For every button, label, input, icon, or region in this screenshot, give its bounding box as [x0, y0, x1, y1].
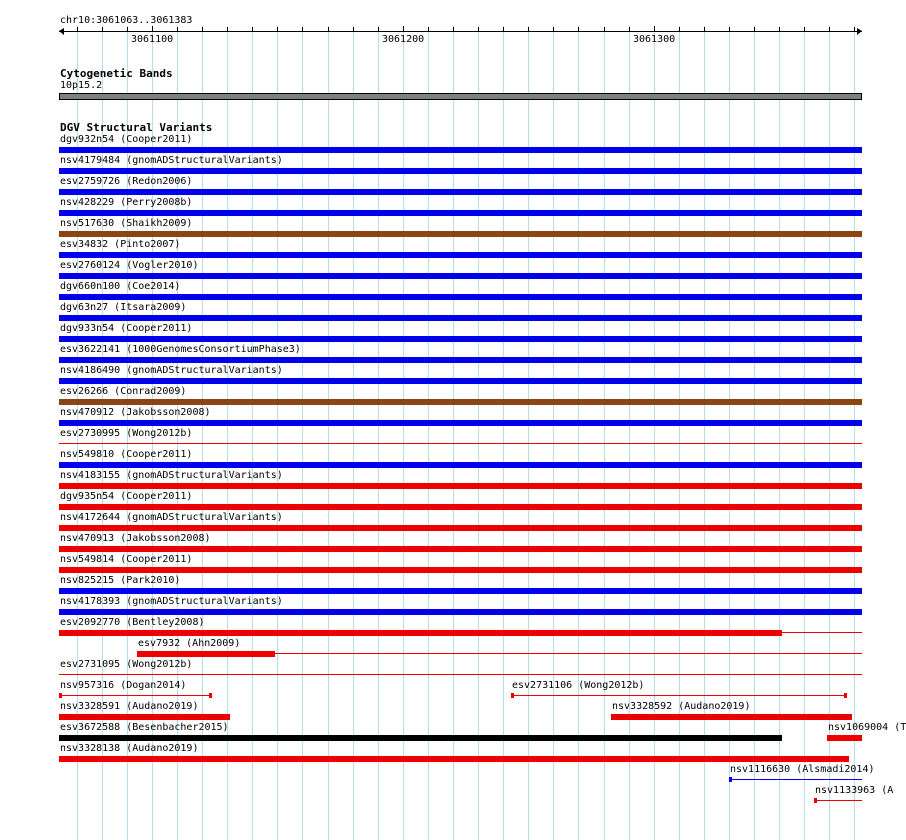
dgv-feature-label: dgv63n27 (Itsara2009) [60, 302, 187, 313]
ruler-minor-tick [177, 27, 178, 31]
dgv-feature-bar[interactable] [59, 504, 862, 510]
dgv-feature-bar[interactable] [59, 546, 862, 552]
dgv-feature-bar[interactable] [59, 735, 782, 741]
cytoband-track-title: Cytogenetic Bands [60, 67, 173, 80]
ruler-minor-tick [829, 27, 830, 31]
ruler-minor-tick [629, 27, 630, 31]
ruler-minor-tick [729, 27, 730, 31]
dgv-feature-bar[interactable] [59, 210, 862, 216]
dgv-feature-bar[interactable] [59, 695, 212, 696]
dgv-feature-label: dgv933n54 (Cooper2011) [60, 323, 193, 334]
dgv-feature-bar[interactable] [59, 609, 862, 615]
dgv-feature-label: nsv825215 (Park2010) [60, 575, 181, 586]
dgv-feature-bar[interactable] [729, 779, 862, 780]
dgv-feature-bar[interactable] [59, 168, 862, 174]
dgv-feature-label: nsv3328138 (Audano2019) [60, 743, 199, 754]
dgv-feature-bar[interactable] [59, 420, 862, 426]
dgv-feature-label: nsv549814 (Cooper2011) [60, 554, 193, 565]
dgv-feature-label: nsv549810 (Cooper2011) [60, 449, 193, 460]
dgv-feature-label: nsv517630 (Shaikh2009) [60, 218, 193, 229]
dgv-feature-bar[interactable] [59, 462, 862, 468]
dgv-feature-bar[interactable] [59, 443, 862, 444]
dgv-feature-label: nsv1069004 (T [828, 722, 906, 733]
ruler-minor-tick [679, 27, 680, 31]
ruler-minor-tick [604, 27, 605, 31]
ruler-minor-tick [528, 27, 529, 31]
dgv-feature-bar[interactable] [59, 357, 862, 363]
dgv-feature-label: nsv4183155 (gnomADStructuralVariants) [60, 470, 283, 481]
dgv-feature-bar[interactable] [59, 378, 862, 384]
dgv-feature-cap[interactable] [729, 777, 732, 782]
ruler-minor-tick [754, 27, 755, 31]
dgv-feature-label: nsv4178393 (gnomADStructuralVariants) [60, 596, 283, 607]
dgv-feature-bar[interactable] [59, 231, 862, 237]
ruler-minor-tick [227, 27, 228, 31]
dgv-feature-bar[interactable] [59, 567, 862, 573]
cytoband-bar[interactable] [59, 93, 862, 100]
dgv-feature-cap[interactable] [209, 693, 212, 698]
dgv-feature-cap[interactable] [59, 693, 62, 698]
dgv-feature-label: esv3672588 (Besenbacher2015) [60, 722, 229, 733]
ruler-right-arrow-icon [857, 28, 862, 35]
dgv-feature-label: nsv1116630 (Alsmadi2014) [730, 764, 875, 775]
ruler-minor-tick [503, 27, 504, 31]
dgv-feature-label: esv3622141 (1000GenomesConsortiumPhase3) [60, 344, 301, 355]
dgv-feature-bar[interactable] [59, 630, 782, 636]
ruler-major-tick [654, 26, 655, 32]
ruler-minor-tick [779, 27, 780, 31]
dgv-feature-connector[interactable] [782, 632, 862, 633]
dgv-feature-label: nsv428229 (Perry2008b) [60, 197, 193, 208]
dgv-feature-label: nsv4186490 (gnomADStructuralVariants) [60, 365, 283, 376]
dgv-feature-cap[interactable] [844, 693, 847, 698]
dgv-feature-connector[interactable] [275, 653, 862, 654]
ruler-major-tick [152, 26, 153, 32]
dgv-feature-bar[interactable] [59, 674, 862, 675]
dgv-feature-label: esv7932 (Ahn2009) [138, 638, 241, 649]
ruler-minor-tick [102, 27, 103, 31]
dgv-feature-bar[interactable] [59, 483, 862, 489]
ruler-minor-tick [277, 27, 278, 31]
dgv-feature-bar[interactable] [511, 695, 847, 696]
ruler-minor-tick [854, 27, 855, 31]
dgv-feature-bar[interactable] [59, 147, 862, 153]
ruler-minor-tick [252, 27, 253, 31]
dgv-track-title: DGV Structural Variants [60, 121, 213, 134]
location-label: chr10:3061063..3061383 [60, 15, 193, 26]
dgv-feature-label: nsv470913 (Jakobsson2008) [60, 533, 211, 544]
dgv-feature-bar[interactable] [59, 588, 862, 594]
dgv-feature-label: nsv4179484 (gnomADStructuralVariants) [60, 155, 283, 166]
ruler-minor-tick [478, 27, 479, 31]
dgv-feature-bar[interactable] [59, 252, 862, 258]
dgv-feature-label: nsv957316 (Dogan2014) [60, 680, 187, 691]
dgv-feature-label: esv2731106 (Wong2012b) [512, 680, 645, 691]
dgv-feature-cap[interactable] [511, 693, 514, 698]
dgv-feature-bar[interactable] [59, 336, 862, 342]
dgv-feature-label: nsv3328592 (Audano2019) [612, 701, 751, 712]
dgv-feature-label: esv2760124 (Vogler2010) [60, 260, 199, 271]
dgv-feature-cap[interactable] [814, 798, 817, 803]
dgv-feature-label: esv26266 (Conrad2009) [60, 386, 187, 397]
dgv-feature-bar[interactable] [59, 189, 862, 195]
ruler-major-tick [403, 26, 404, 32]
ruler-minor-tick [353, 27, 354, 31]
ruler-minor-tick [77, 27, 78, 31]
dgv-feature-label: nsv3328591 (Audano2019) [60, 701, 199, 712]
dgv-feature-label: nsv470912 (Jakobsson2008) [60, 407, 211, 418]
dgv-feature-bar[interactable] [59, 525, 862, 531]
ruler-minor-tick [202, 27, 203, 31]
ruler-minor-tick [578, 27, 579, 31]
ruler-axis [59, 31, 862, 32]
ruler-tick-label: 3061100 [131, 34, 174, 45]
dgv-feature-bar[interactable] [137, 651, 275, 657]
dgv-feature-bar[interactable] [59, 315, 862, 321]
dgv-feature-label: esv2092770 (Bentley2008) [60, 617, 205, 628]
ruler-minor-tick [704, 27, 705, 31]
dgv-feature-label: esv2759726 (Redon2006) [60, 176, 193, 187]
ruler-tick-label: 3061200 [382, 34, 425, 45]
dgv-feature-bar[interactable] [814, 800, 862, 801]
dgv-feature-label: nsv4172644 (gnomADStructuralVariants) [60, 512, 283, 523]
dgv-feature-bar[interactable] [611, 714, 852, 720]
ruler-minor-tick [328, 27, 329, 31]
dgv-feature-label: esv2730995 (Wong2012b) [60, 428, 193, 439]
dgv-feature-label: esv34832 (Pinto2007) [60, 239, 181, 250]
dgv-feature-bar[interactable] [59, 294, 862, 300]
ruler-minor-tick [127, 27, 128, 31]
dgv-feature-label: dgv935n54 (Cooper2011) [60, 491, 193, 502]
cytoband-label: 10p15.2 [60, 80, 103, 91]
ruler-minor-tick [553, 27, 554, 31]
dgv-feature-bar[interactable] [59, 273, 862, 279]
ruler-minor-tick [428, 27, 429, 31]
ruler-minor-tick [302, 27, 303, 31]
dgv-feature-bar[interactable] [59, 756, 849, 762]
ruler-minor-tick [804, 27, 805, 31]
ruler-tick-label: 3061300 [633, 34, 676, 45]
ruler-left-arrow-icon [59, 28, 64, 35]
dgv-feature-label: dgv932n54 (Cooper2011) [60, 134, 193, 145]
dgv-feature-label: esv2731095 (Wong2012b) [60, 659, 193, 670]
ruler-minor-tick [378, 27, 379, 31]
dgv-feature-bar[interactable] [59, 399, 862, 405]
dgv-feature-label: nsv1133963 (A [815, 785, 894, 796]
dgv-feature-bar[interactable] [59, 714, 230, 720]
dgv-feature-label: dgv660n100 (Coe2014) [60, 281, 181, 292]
dgv-feature-bar[interactable] [827, 735, 862, 741]
ruler-minor-tick [453, 27, 454, 31]
